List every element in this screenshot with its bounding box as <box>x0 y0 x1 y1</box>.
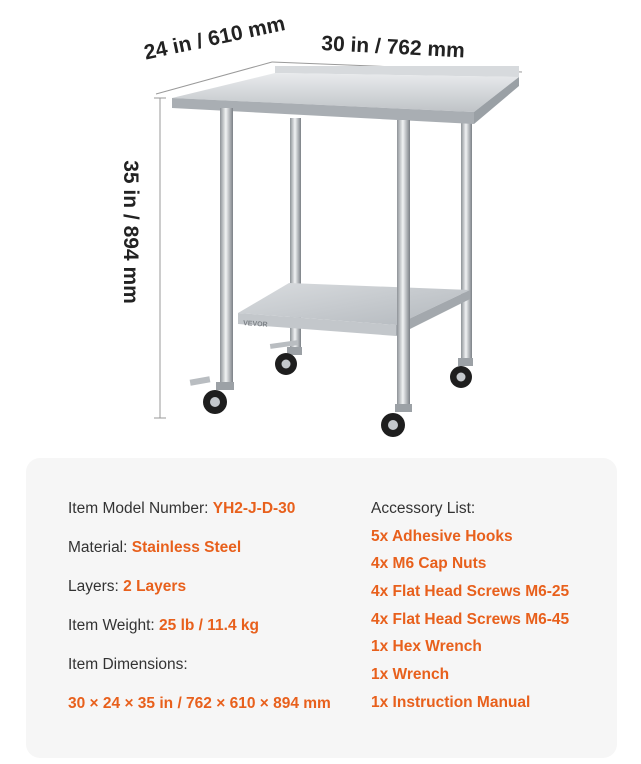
accessory-item: 4x Flat Head Screws M6-25 <box>371 583 570 601</box>
accessory-item: 1x Wrench <box>371 666 450 684</box>
lower-shelf <box>238 283 470 336</box>
accessory-item: 4x Flat Head Screws M6-45 <box>371 610 570 628</box>
dimensions-value: 30 × 24 × 35 in / 762 × 610 × 894 mm <box>68 695 331 712</box>
material-value: Stainless Steel <box>131 539 242 556</box>
weight-label: Item Weight: <box>68 617 155 634</box>
accessory-item: 5x Adhesive Hooks <box>371 527 513 545</box>
weight-row <box>68 615 358 654</box>
depth-dimension-label: 30 in / 762 mm <box>320 32 466 63</box>
accessory-item: 1x Instruction Manual <box>371 693 531 711</box>
caster-back-right <box>450 358 473 388</box>
accessory-list-title: Accessory List: <box>371 500 476 517</box>
front-right-leg <box>397 120 410 410</box>
accessory-item: 4x M6 Cap Nuts <box>371 555 487 573</box>
material-label: Material: <box>68 539 128 556</box>
back-right-leg <box>461 118 472 363</box>
layers-value: 2 Layers <box>123 578 187 595</box>
spec-card <box>26 458 617 758</box>
model-number-row <box>68 498 358 537</box>
spec-list <box>68 498 358 715</box>
weight-value: 25 lb / 11.4 kg <box>159 617 259 634</box>
height-dimension-label: 35 in / 894 mm <box>119 160 142 304</box>
model-number-value: YH2-J-D-30 <box>212 500 296 517</box>
accessory-item: 1x Hex Wrench <box>371 638 482 656</box>
layers-label: Layers: <box>68 578 119 595</box>
dimensions-label: Item Dimensions: <box>68 656 188 673</box>
layers-row <box>68 576 358 615</box>
material-row <box>68 537 358 576</box>
front-left-leg <box>220 108 233 388</box>
width-dimension-label: 24 in / 610 mm <box>142 12 288 65</box>
accessory-list <box>371 498 611 720</box>
model-number-label: Item Model Number: <box>68 500 209 517</box>
caster-front-right <box>381 404 412 437</box>
shelf-brand-mark: VEVOR <box>242 320 268 329</box>
